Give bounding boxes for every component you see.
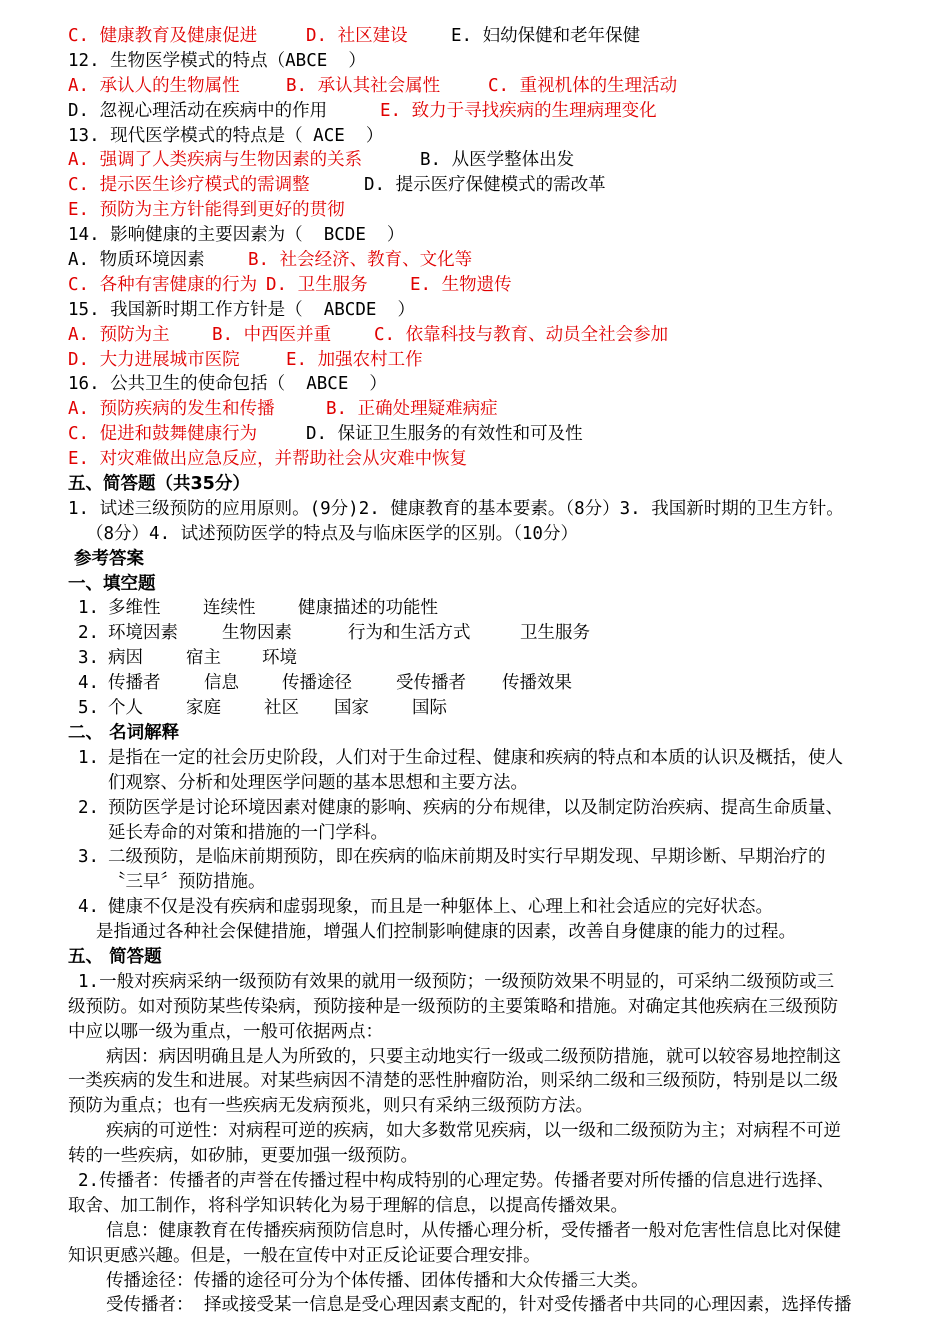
fill-answer-number: 1.	[78, 598, 100, 619]
term-number: 1.	[78, 747, 100, 768]
question-option: 14. 影响健康的主要因素为（ BCDE ）	[68, 225, 405, 246]
fill-answer-item: 信息	[204, 673, 239, 694]
fill-answer-item: 受传播者	[396, 673, 466, 694]
question-option: D. 提示医疗保健模式的需改革	[364, 175, 606, 196]
fill-answer-row	[68, 596, 926, 621]
question-option: C. 各种有害健康的行为	[68, 274, 258, 295]
term-number: 3.	[78, 847, 100, 868]
question-line	[68, 422, 926, 447]
short-answer-line: 级预防。如对预防某些传染病，预防接种是一级预防的主要策略和措施。对确定其他疾病在三级预防	[68, 996, 838, 1017]
fill-answer-item: 家庭	[186, 698, 221, 719]
short-answer-line: 取舍、加工制作，将科学知识转化为易于理解的信息，以提高传播效果。	[68, 1195, 628, 1216]
question-option: B. 正确处理疑难病症	[326, 399, 498, 420]
question-option: D. 保证卫生服务的有效性和可及性	[306, 424, 583, 445]
section5-line-1: 1. 试述三级预防的应用原则。(9分)2. 健康教育的基本要素。（8分）3. 我国新时期的卫生方针。	[68, 498, 844, 519]
question-line	[68, 223, 926, 248]
short-answer-paragraph: 病因：病因明确且是人为所致的，只要主动地实行一级或二级预防措施，就可以较容易地控制这	[106, 1046, 841, 1067]
short-answer-paragraph: 1.一般对疾病采纳一级预防有效果的就用一级预防；一级预防效果不明显的，可采纳二级预防或三	[78, 971, 835, 992]
fill-answer-item: 国际	[412, 698, 447, 719]
term-text-continued: 〝三早〞预防措施。	[108, 872, 266, 893]
question-line	[68, 173, 926, 198]
question-option: D. 忽视心理活动在疾病中的作用	[68, 100, 328, 121]
question-option: B. 从医学整体出发	[420, 150, 575, 171]
term-text: 是指在一定的社会历史阶段，人们对于生命过程、健康和疾病的特点和本质的认识及概括，使人	[108, 747, 843, 768]
question-line	[68, 447, 926, 472]
fill-answer-item: 传播途径	[282, 673, 352, 694]
question-line	[68, 198, 926, 223]
fill-answer-item: 宿主	[186, 648, 221, 669]
question-line	[68, 24, 926, 49]
fill-section-title: 一、填空题	[68, 573, 156, 594]
term-answers	[68, 746, 926, 920]
question-option: E. 对灾难做出应急反应，并帮助社会从灾难中恢复	[68, 449, 468, 470]
term-text-continued: 们观察、分析和处理医学问题的基本思想和主要方法。	[108, 772, 528, 793]
fill-answers	[68, 596, 926, 720]
fill-answer-item: 环境因素	[108, 623, 178, 644]
short-answer-line: 预防为重点；也有一些疾病无发病预兆，则只有采纳三级预防方法。	[68, 1096, 593, 1117]
fill-answer-item: 国家	[334, 698, 369, 719]
answers-title: 参考答案	[74, 548, 144, 569]
question-option: 13. 现代医学模式的特点是（ ACE ）	[68, 125, 384, 146]
question-option: E. 致力于寻找疾病的生理病理变化	[380, 100, 657, 121]
term-item	[68, 796, 926, 821]
question-option: B. 中西医并重	[212, 324, 332, 345]
question-line	[68, 397, 926, 422]
fill-answer-item: 环境	[262, 648, 297, 669]
fill-answer-row	[68, 621, 926, 646]
short-answer-paragraph: 信息：健康教育在传播疾病预防信息时，从传播心理分析，受传播者一般对危害性信息比对保健	[106, 1220, 841, 1241]
question-option: A. 物质环境因素	[68, 250, 205, 271]
question-option: C. 健康教育及健康促进	[68, 26, 258, 46]
short-answer-paragraph: 传播途径：传播的途径可分为个体传播、团体传播和大众传播三大类。	[106, 1270, 649, 1291]
term-item	[68, 845, 926, 870]
fill-answer-item: 连续性	[203, 598, 256, 619]
short-section-title: 五、 简答题	[68, 946, 162, 967]
fill-answer-item: 个人	[108, 698, 143, 719]
section5-title: 五、简答题（共35分）	[68, 474, 250, 495]
fill-answer-row	[68, 646, 926, 671]
fill-answer-item: 健康描述的功能性	[298, 598, 438, 619]
term-item	[68, 895, 926, 920]
question-option: D. 社区建设	[306, 26, 408, 46]
short-answer-line: 一类疾病的发生和进展。对某些病因不清楚的恶性肿瘤防治，则采纳二级和三级预防，特别是以二级	[68, 1071, 838, 1092]
question-option: E. 生物遗传	[410, 274, 512, 295]
section5-line-2: （8分）4. 试述预防医学的特点及与临床医学的区别。（10分）	[86, 523, 578, 544]
short-answer-line: 转的一些疾病，如矽肺，更要加强一级预防。	[68, 1146, 418, 1167]
question-option: A. 承认人的生物属性	[68, 75, 240, 96]
question-option: B. 社会经济、教育、文化等	[248, 250, 473, 271]
fill-answer-item: 传播者	[108, 673, 161, 694]
fill-answer-number: 4.	[78, 673, 100, 694]
question-option: 16. 公共卫生的使命包括（ ABCE ）	[68, 374, 387, 395]
question-option: E. 预防为主方针能得到更好的贯彻	[68, 200, 345, 221]
question-line	[68, 298, 926, 323]
question-line	[68, 49, 926, 74]
question-option: C. 重视机体的生理活动	[488, 75, 678, 96]
question-line	[68, 124, 926, 149]
short-answer-paragraph: 疾病的可逆性：对病程可逆的疾病，如大多数常见疾病，以一级和二级预防为主；对病程不可逆	[106, 1121, 841, 1142]
question-option: A. 预防疾病的发生和传播	[68, 399, 275, 420]
question-option: E. 加强农村工作	[286, 349, 423, 370]
question-option: A. 强调了人类疾病与生物因素的关系	[68, 150, 363, 171]
fill-answer-item: 病因	[108, 648, 143, 669]
fill-answer-item: 行为和生活方式	[348, 623, 471, 644]
term-text: 预防医学是讨论环境因素对健康的影响、疾病的分布规律，以及制定防治疾病、提高生命质量、	[108, 797, 843, 818]
fill-answer-item: 生物因素	[222, 623, 292, 644]
short-answer-line: 中应以哪一级为重点，一般可依据两点：	[68, 1021, 383, 1042]
fill-answer-item: 传播效果	[502, 673, 572, 694]
question-line	[68, 348, 926, 373]
question-option: C. 依靠科技与教育、动员全社会参加	[374, 324, 669, 345]
short-answer-line: 知识更感兴趣。但是，一般在宣传中对正反论证要合理安排。	[68, 1245, 541, 1266]
question-option: 15. 我国新时期工作方针是（ ABCDE ）	[68, 299, 415, 320]
question-line	[68, 248, 926, 273]
question-block	[68, 24, 926, 472]
question-line	[68, 372, 926, 397]
question-option: C. 促进和鼓舞健康行为	[68, 424, 258, 445]
fill-answer-row	[68, 696, 926, 721]
fill-answer-number: 3.	[78, 648, 100, 669]
fill-answer-number: 2.	[78, 623, 100, 644]
term-text: 二级预防，是临床前期预防，即在疾病的临床前期及时实行早期发现、早期诊断、早期治疗的	[108, 847, 826, 868]
question-line	[68, 323, 926, 348]
question-line	[68, 148, 926, 173]
term-number: 2.	[78, 797, 100, 818]
question-option: D. 大力进展城市医院	[68, 349, 240, 370]
fill-answer-item: 卫生服务	[520, 623, 590, 644]
question-option: E. 妇幼保健和老年保健	[451, 26, 641, 46]
fill-answer-row	[68, 671, 926, 696]
question-option: 12. 生物医学模式的特点（ABCE ）	[68, 50, 366, 71]
fill-answer-item: 多维性	[108, 598, 161, 619]
term-text-continued: 延长寿命的对策和措施的一门学科。	[108, 822, 388, 843]
short-answers	[68, 970, 926, 1318]
fill-answer-number: 5.	[78, 698, 100, 719]
term-number: 4.	[78, 897, 100, 918]
term-text: 健康不仅是没有疾病和虚弱现象，而且是一种躯体上、心理上和社会适应的完好状态。	[108, 897, 773, 918]
question-option: C. 提示医生诊疗模式的需调整	[68, 175, 310, 196]
short-answer-paragraph: 2.传播者：传播者的声誉在传播过程中构成特别的心理定势。传播者要对所传播的信息进行选择、	[78, 1170, 835, 1191]
question-option: B. 承认其社会属性	[286, 75, 441, 96]
question-option: A. 预防为主	[68, 324, 170, 345]
question-line	[68, 273, 926, 298]
question-line	[68, 99, 926, 124]
term-item-5: 是指通过各种社会保健措施，增强人们控制影响健康的因素，改善自身健康的能力的过程。	[96, 922, 796, 943]
short-answer-paragraph: 受传播者： 择或接受某一信息是受心理因素支配的，针对受传播者中共同的心理因素，选择传播	[106, 1295, 852, 1316]
question-line	[68, 74, 926, 99]
term-item	[68, 746, 926, 771]
terms-section-title: 二、 名词解释	[68, 722, 180, 743]
question-option: D. 卫生服务	[266, 274, 368, 295]
fill-answer-item: 社区	[264, 698, 299, 719]
